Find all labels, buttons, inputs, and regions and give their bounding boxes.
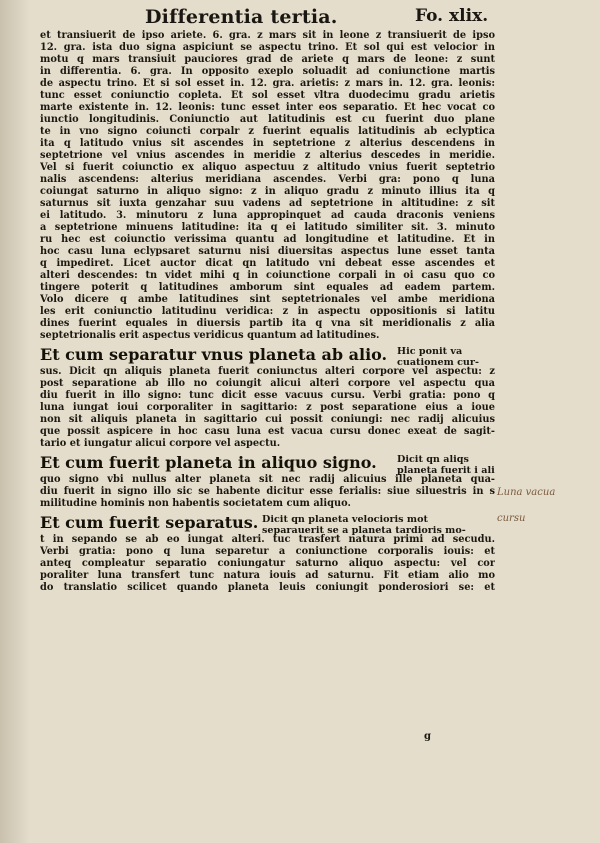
text-line: les erit coniunctio latitudinu veridica: z in aspectu oppositionis si latitu [40,306,495,317]
text-line: luna iungat ioui corporaliter in sagittario: z post separatione eius a ioue [40,402,495,413]
text-line: dines fuerint equales in diuersis partib ita q vna sit meridionalis z alia [40,318,495,329]
text-line: poraliter luna transfert tunc natura iouis ad saturnu. Fit etiam alio mo [40,570,495,581]
section-2-body [40,474,495,510]
text-line: de aspectu trino. Et si sol esset in. 12. gra. arietis: z mars in. 12. gra. leonis: [40,78,495,89]
text-line: septetrionalis erit aspectus veridicus quantum ad latitudines. [40,330,380,341]
text-line: tario et iungatur alicui corpore vel aspectu. [40,438,281,449]
text-line: q impediret. Licet auctor dicat qn latitudo vni debeat esse ascendes et [40,258,495,269]
text-line: motu q mars transiuit pauciores grad de ariete q mars de leone: z sunt [40,54,495,65]
marginal-note-line: Luna vacua [497,487,556,498]
text-line: nalis ascendens: alterius meridiana ascendes. Verbi gra: pono q luna [40,174,495,185]
folio-number: Fo. xlix. [415,6,489,26]
section-gloss [397,346,479,368]
text-line: saturnus sit iuxta genzahar suu vadens ad septetrione in altitudine: z sit [40,198,495,209]
gloss-line: cuationem cur- [397,357,479,368]
section-heading: Et cum fuerit planeta in aliquo signo. [40,453,377,472]
text-line: marte existente in. 12. leonis: tunc esset inter eos separatio. Et hec vocat co [40,102,495,113]
text-line: te in vno signo coiuncti corpalr z fuerint equalis latitudinis ab eclyptica [40,126,495,137]
text-line: a septetrione minuens latitudine: ita q ei latitudo similiter sit. 3. minuto [40,222,495,233]
text-line: anteq compleatur separatio coniungatur saturno aliquo aspectu: vel cor [40,558,495,569]
text-line: et transiuerit de ipso ariete. 6. gra. z mars sit in leone z transiuerit de ipso [40,30,495,41]
text-line: Verbi gratia: pono q luna separetur a coniunctione corporalis iouis: et [40,546,495,557]
section-heading: Et cum separatur vnus planeta ab alio. [40,345,388,364]
text-line: militudine hominis non habentis societatem cum aliquo. [40,498,351,509]
text-line: sus. Dicit qn aliquis planeta fuerit coniunctus alteri corpore vel aspectu: z [40,366,495,377]
text-line: coiungat saturno in aliquo signo: z in aliquo gradu z minuto illius ita q [40,186,495,197]
text-line: non sit aliquis planeta in sagittario cui possit coniungi: nec radij alicuius [40,414,495,425]
section-3-body [40,534,495,594]
text-line: 12. gra. ista duo signa aspiciunt se aspectu trino. Et sol qui est velocior in [40,42,495,53]
gloss-line: Hic ponit va [397,346,463,357]
text-line: ru hec est coiunctio verissima quantu ad longitudine et latitudine. Et in [40,234,495,245]
section-gloss [262,514,466,536]
page-header [0,6,600,30]
text-line: diu fuerit in signo illo sic se habente dicitur esse ferialis: siue siluestris in s [40,486,495,497]
text-block [40,30,495,594]
section-1-body [40,366,495,450]
text-line: Vel si fuerit coiunctio ex aliquo aspectuu z altitudo vnius fuerit septetrio [40,162,495,173]
text-line: Volo dicere q ambe latitudines sint septetrionales vel ambe meridiona [40,294,495,305]
text-line: que possit aspicere in hoc casu luna est vacua cursu donec exeat de sagit- [40,426,495,437]
section-gloss [397,454,495,476]
text-line: ita q latitudo vnius sit ascendes in septetrione z alterius descendens in [40,138,495,149]
gloss-line: separauerit se a planeta tardioris mo- [262,525,466,536]
section-3-heading-row [40,512,495,534]
text-line: septetrione vel vnius ascendes in meridie z alterius descedes in meridie. [40,150,495,161]
text-line: hoc casu luna eclypsaret saturnu nisi diuersitas aspectus lune esset tanta [40,246,495,257]
section-heading: Et cum fuerit separatus. [40,513,259,532]
marginal-note-line: cursu [497,513,526,524]
text-line: t in sepando se ab eo iungat alteri. tuc trasfert natura primi ad secudu. [40,534,495,545]
section-1-heading-row [40,344,495,366]
text-line: alteri descendes: tn videt mihi q in coiunctione corpali in oi casu quo co [40,270,495,281]
text-line: tunc esset coniunctio copleta. Et sol esset vltra duodecimu gradu arietis [40,90,495,101]
text-line: ei latitudo. 3. minutoru z luna appropinquet ad cauda draconis veniens [40,210,495,221]
section-2-heading-row [40,452,495,474]
text-line: do translatio scilicet quando planeta leuis coniungit ponderosiori se: et [40,582,495,593]
text-line: tingere poterit q latitudines amborum sint equales ad eadem partem. [40,282,495,293]
text-line: in differentia. 6. gra. In opposito exeplo soluadit ad coniunctione martis [40,66,495,77]
text-line: quo signo vbi nullus alter planeta sit nec radij alicuius ille planeta qua- [40,474,495,485]
running-head: Differentia tertia. [145,6,338,28]
gloss-line: Dicit qn aliqs [397,454,469,465]
text-line: iunctio longitudinis. Coniunctio aut latitudinis est cu fuerint duo plane [40,114,495,125]
signature-mark: g [424,731,431,742]
handwritten-marginalia [497,480,555,532]
gloss-line: planeta fuerit i ali [397,465,495,476]
gloss-line: Dicit qn planeta velocioris mot [262,514,428,525]
paragraph-1 [40,30,495,342]
text-line: post separatione ab illo no coiungit alicui alteri corpore vel aspectu qua [40,378,495,389]
text-line: diu fuerit in illo signo: tunc dicit esse vacuus cursu. Verbi gratia: pono q [40,390,495,401]
